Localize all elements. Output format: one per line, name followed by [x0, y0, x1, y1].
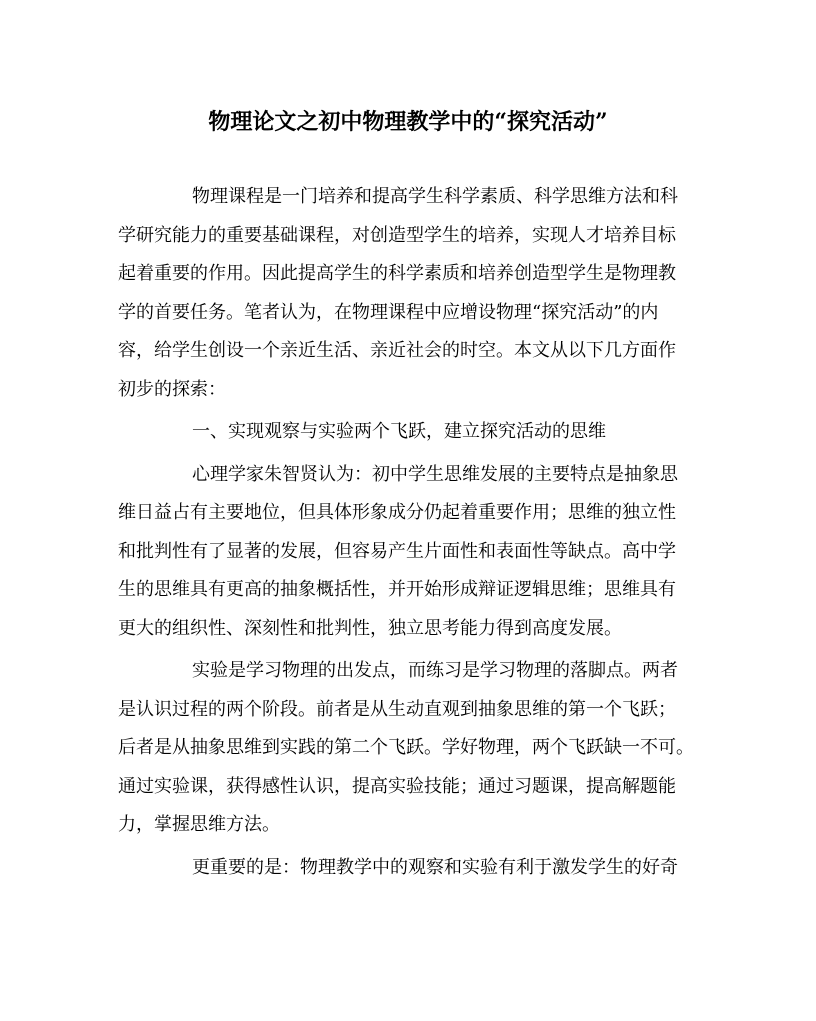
paragraph-line: 物理课程是一门培养和提高学生科学素质、科学思维方法和科 [192, 186, 678, 207]
paragraph-line: 起着重要的作用。因此提高学生的科学素质和培养创造型学生是物理教 [118, 263, 676, 284]
paragraph-line: 实验是学习物理的出发点，而练习是学习物理的落脚点。两者 [192, 660, 678, 681]
paragraph-importance [118, 849, 698, 888]
document-body [118, 178, 698, 887]
paragraph-line: 学研究能力的重要基础课程，对创造型学生的培养，实现人才培养目标 [118, 224, 676, 246]
paragraph-line: 学的首要任务。笔者认为，在物理课程中应增设物理“探究活动”的内 [118, 301, 659, 323]
document-title: 物理论文之初中物理教学中的“探究活动” [208, 109, 608, 135]
paragraph-line: 更重要的是：物理教学中的观察和实验有利于激发学生的好奇 [192, 856, 678, 878]
paragraph-line: 力，掌握思维方法。 [118, 814, 280, 835]
paragraph-line: 和批判性有了显著的发展，但容易产生片面性和表面性等缺点。高中学 [118, 540, 676, 562]
paragraph-line: 初步的探索： [118, 378, 226, 400]
section-heading [118, 413, 698, 452]
paragraph-line: 是认识过程的两个阶段。前者是从生动直观到抽象思维的第一个飞跃； [118, 698, 676, 720]
paragraph-psychology [118, 456, 698, 649]
section-heading-line: 一、实现观察与实验两个飞跃，建立探究活动的思维 [192, 421, 606, 442]
paragraph-line: 心理学家朱智贤认为：初中学生思维发展的主要特点是抽象思 [192, 463, 678, 485]
paragraph-line: 更大的组织性、深刻性和批判性，独立思考能力得到高度发展。 [118, 617, 622, 639]
paragraph-line: 后者是从抽象思维到实践的第二个飞跃。学好物理，两个飞跃缺一不可。 [118, 737, 694, 758]
paragraph-intro [118, 178, 698, 409]
paragraph-line: 生的思维具有更高的抽象概括性，并开始形成辩证逻辑思维；思维具有 [118, 579, 676, 600]
paragraph-line: 容，给学生创设一个亲近生活、亲近社会的时空。本文从以下几方面作 [118, 340, 676, 361]
paragraph-experiment [118, 652, 698, 845]
paragraph-line: 维日益占有主要地位，但具体形象成分仍起着重要作用；思维的独立性 [118, 502, 676, 523]
paragraph-line: 通过实验课，获得感性认识，提高实验技能；通过习题课，提高解题能 [118, 775, 676, 797]
